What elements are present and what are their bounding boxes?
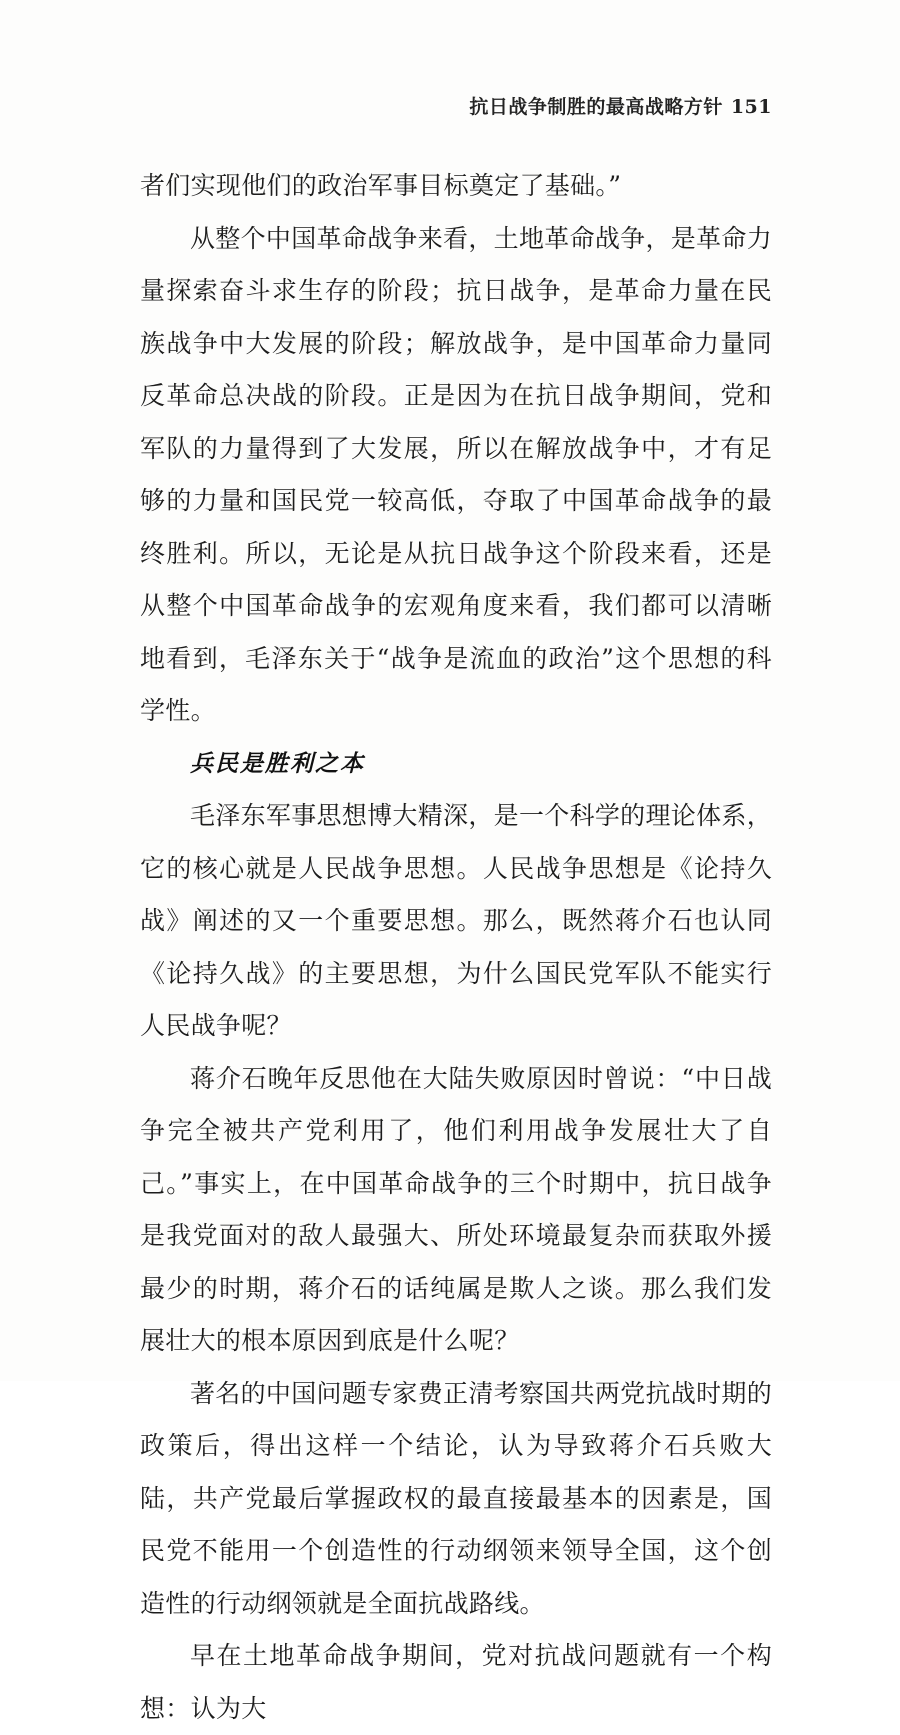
paragraph: 毛泽东军事思想博大精深，是一个科学的理论体系，它的核心就是人民战争思想。人民战争思想是《论持久战》阐述的又一个重要思想。那么，既然蒋介石也认同《论持久战》的主要思想，为什么国民党军队不能实行人民战争呢？ <box>140 801 772 1040</box>
running-header <box>140 92 772 119</box>
paragraph-continued: 者们实现他们的政治军事目标奠定了基础。” <box>140 171 622 200</box>
body-text <box>140 160 772 1735</box>
section-heading: 兵民是胜利之本 <box>190 749 365 777</box>
running-title: 抗日战争制胜的最高战略方针 <box>469 96 723 118</box>
page-number: 151 <box>730 96 772 118</box>
paragraph: 蒋介石晚年反思他在大陆失败原因时曾说：“中日战争完全被共产党利用了，他们利用战争发展壮大了自己。”事实上，在中国革命战争的三个时期中，抗日战争是我党面对的敌人最强大、所处环境最复杂而获取外援最少的时期，蒋介石的话纯属是欺人之谈。那么我们发展壮大的根本原因到底是什么呢？ <box>140 1063 772 1355</box>
paragraph: 早在土地革命战争期间，党对抗战问题就有一个构想：认为大 <box>140 1641 772 1723</box>
paragraph: 著名的中国问题专家费正清考察国共两党抗战时期的政策后，得出这样一个结论，认为导致蒋介石兵败大陆，共产党最后掌握政权的最直接最基本的因素是，国民党不能用一个创造性的行动纲领来领导全国，这个创造性的行动纲领就是全面抗战路线。 <box>140 1378 772 1618</box>
paragraph: 从整个中国革命战争来看，土地革命战争，是革命力量探索奋斗求生存的阶段；抗日战争，是革命力量在民族战争中大发展的阶段；解放战争，是中国革命力量同反革命总决战的阶段。正是因为在抗日战争期间，党和军队的力量得到了大发展，所以在解放战争中，才有足够的力量和国民党一较高低，夺取了中国革命战争的最终胜利。所以，无论是从抗日战争这个阶段来看，还是从整个中国革命战争的宏观角度来看，我们都可以清晰地看到，毛泽东关于“战争是流血的政治”这个思想的科学性。 <box>140 223 772 725</box>
